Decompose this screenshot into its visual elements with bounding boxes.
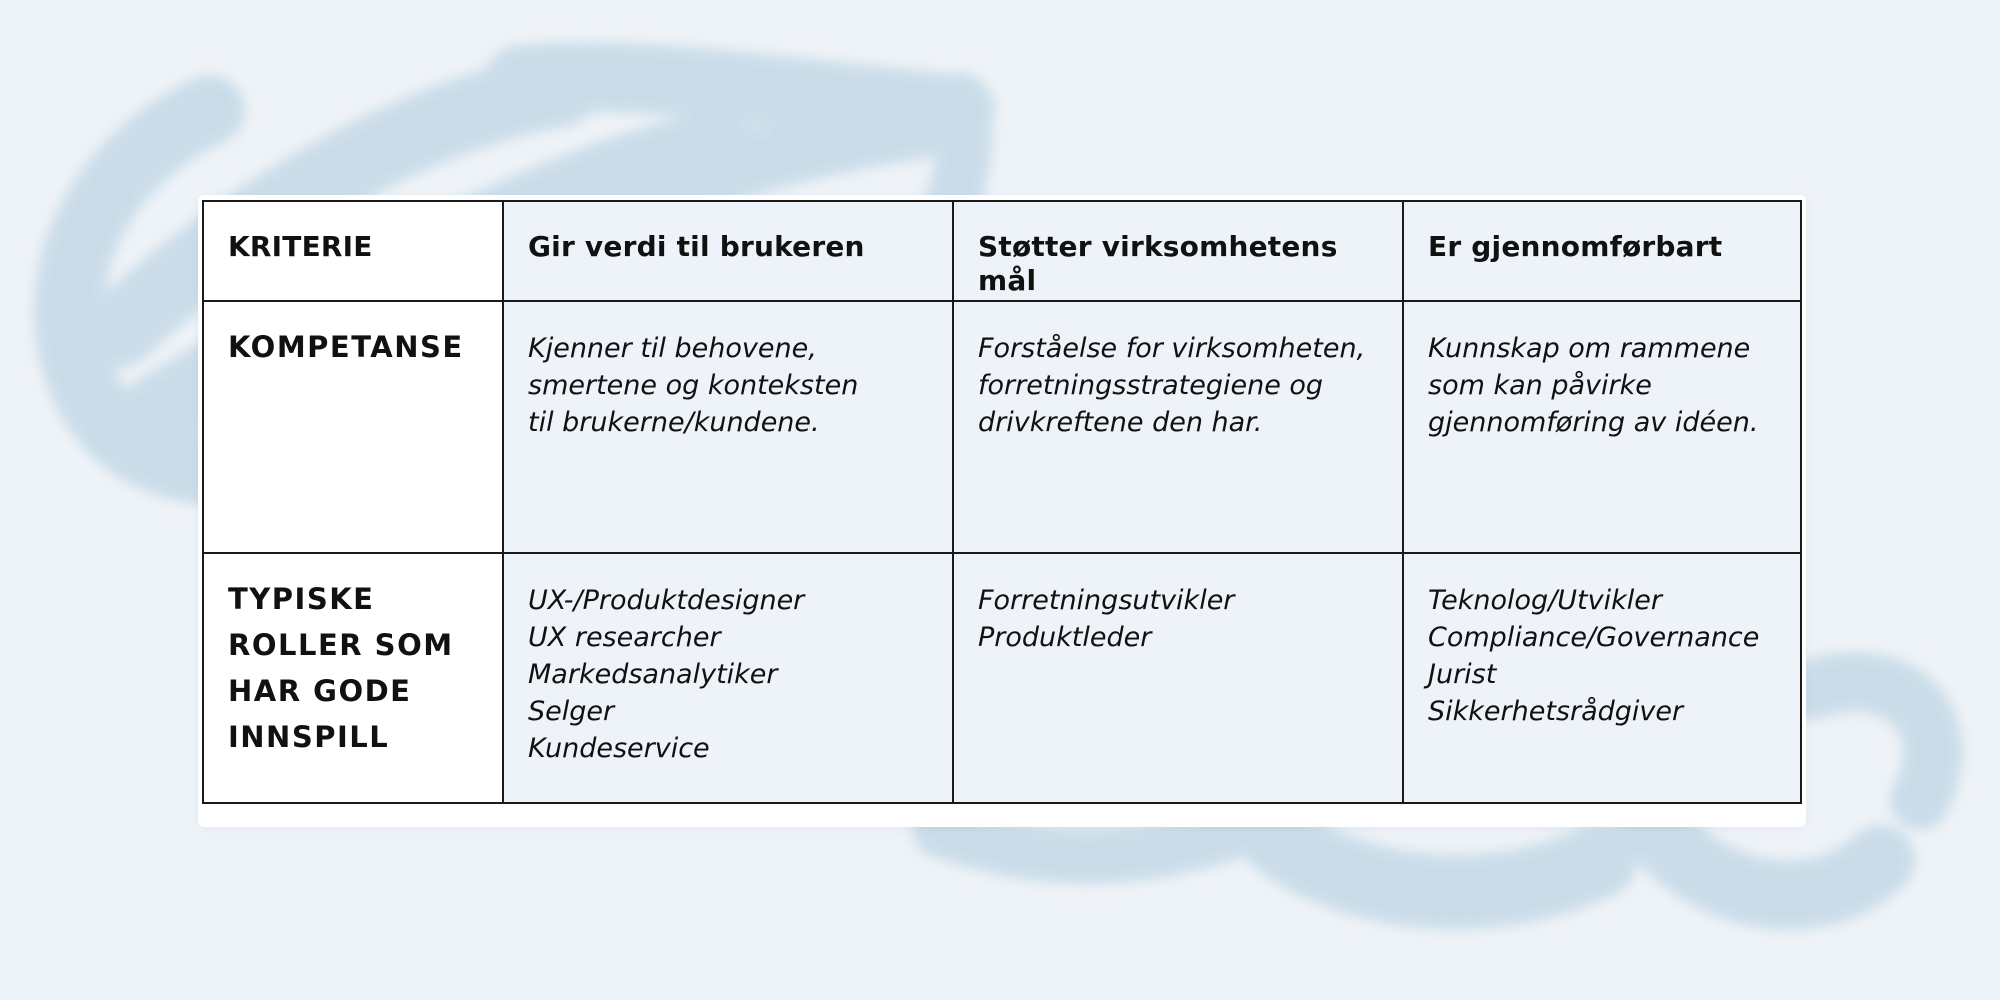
role-item: UX researcher (528, 622, 721, 653)
kompetanse-business-text: Forståelse for virksomheten, forretningsstrategiene og drivkreftene den har. (978, 333, 1366, 438)
cell-roller-business (953, 553, 1403, 803)
table-row-roller (203, 553, 1801, 803)
header-feasible: Er gjennomførbart (1428, 230, 1723, 263)
header-kriterie: KRITERIE (228, 230, 373, 263)
role-item: Produktleder (978, 622, 1152, 653)
kompetanse-user-text: Kjenner til behovene, smertene og konteksten til brukerne/kundene. (528, 333, 859, 438)
role-item: Forretningsutvikler (978, 585, 1235, 616)
row-label-kompetanse: KOMPETANSE (228, 330, 464, 364)
role-item: Teknolog/Utvikler (1428, 585, 1662, 616)
header-business-goals: Støtter virksomhetens mål (978, 230, 1338, 297)
header-cell-value-user (503, 201, 953, 301)
header-cell-feasible (1403, 201, 1801, 301)
role-item: Markedsanalytiker (528, 659, 778, 690)
row-label-cell-roller (203, 553, 503, 803)
header-cell-business-goals (953, 201, 1403, 301)
role-item: Compliance/Governance (1428, 622, 1760, 653)
role-item: UX-/Produktdesigner (528, 585, 805, 616)
row-label-cell-kompetanse (203, 301, 503, 553)
cell-roller-feasible (1403, 553, 1801, 803)
header-cell-kriterie (203, 201, 503, 301)
cell-kompetanse-feasible (1403, 301, 1801, 553)
role-item: Selger (528, 696, 615, 727)
header-value-user: Gir verdi til brukeren (528, 230, 865, 263)
role-item: Jurist (1428, 659, 1497, 690)
row-label-roller: TYPISKE ROLLER SOM HAR GODE INNSPILL (228, 582, 454, 754)
table-header-row (203, 201, 1801, 301)
cell-kompetanse-user (503, 301, 953, 553)
role-item: Sikkerhetsrådgiver (1428, 696, 1684, 727)
cell-kompetanse-business (953, 301, 1403, 553)
criteria-table (202, 200, 1802, 804)
cell-roller-user (503, 553, 953, 803)
kompetanse-feasible-text: Kunnskap om rammene som kan påvirke gjennomføring av idéen. (1428, 333, 1759, 438)
table-row-kompetanse (203, 301, 1801, 553)
role-item: Kundeservice (528, 733, 710, 764)
